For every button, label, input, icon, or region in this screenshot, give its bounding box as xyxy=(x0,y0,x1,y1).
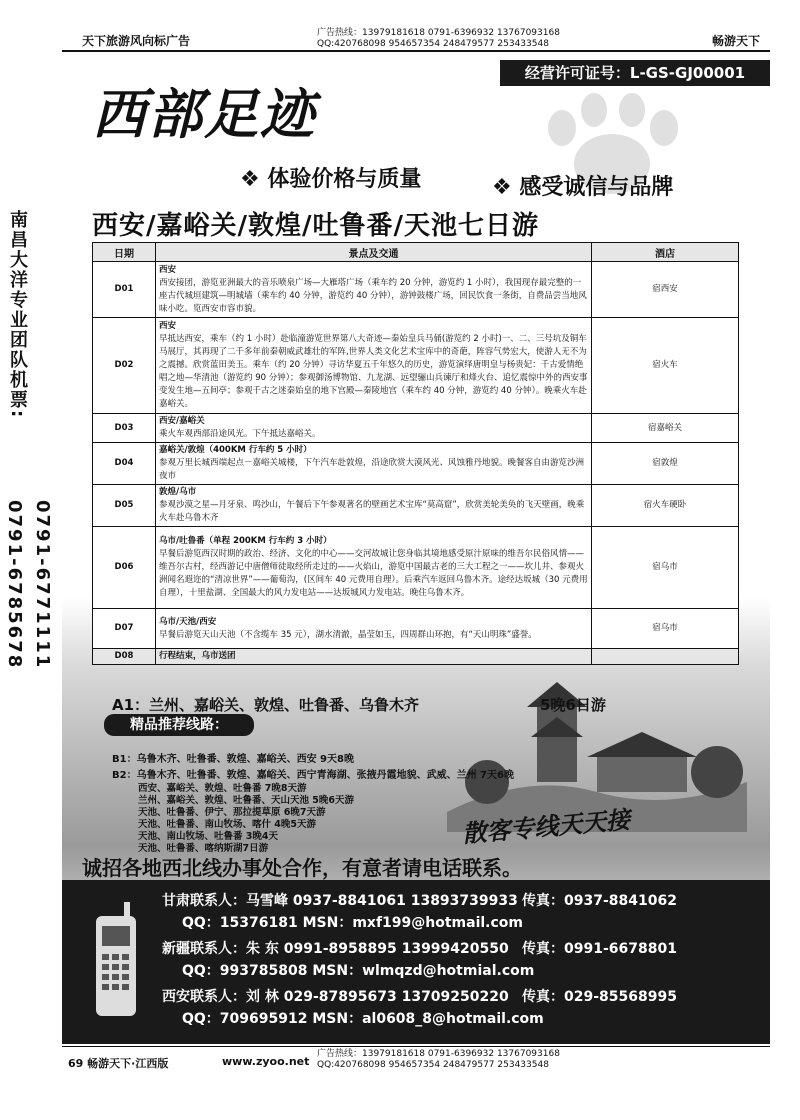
hotel-cell: 宿敦煌 xyxy=(592,443,739,485)
route-title: 西安/嘉峪关/敦煌/吐鲁番/天池七日游 xyxy=(92,211,539,241)
place-name: 嘉峪关/敦煌（400KM 行车约 5 小时） xyxy=(159,445,312,455)
day-cell: D04 xyxy=(93,443,156,485)
travel-advertisement xyxy=(62,52,770,1044)
footer-hotline xyxy=(317,1049,560,1071)
place-name: 西安/嘉峪关 xyxy=(159,416,205,426)
attractions-cell: 行程结束，乌市送团 xyxy=(156,649,592,665)
place-name: 乌市/吐鲁番（单程 200KM 行车约 3 小时） xyxy=(159,536,332,546)
contact-fax: 传真：029-85568995 xyxy=(522,989,677,1005)
side-text-agency: 南昌大洋专业团队机票: xyxy=(7,210,28,420)
attractions-cell xyxy=(156,414,592,443)
route-c-item: 兰州、嘉峪关、敦煌、吐鲁番、天山天池 5晚6天游 xyxy=(138,795,355,806)
contact-phones: 新疆联系人：朱 东 0991-8958895 13999420550 xyxy=(162,941,509,957)
col-hotel: 酒店 xyxy=(592,243,739,262)
hotel-cell: 宿火车硬卧 xyxy=(592,485,739,527)
contacts-panel xyxy=(62,880,770,1044)
place-detail: 西安接团，游览亚洲最大的音乐喷泉广场—大雁塔广场（乘车约 20 分钟，游览约 1 小时），我国现存最完整的一座古代城垣建筑—明城墙（乘车约 40 分钟，游览约 40 分钟），游钟鼓楼广场，回民饮食一条街，自费品尝当地风味小吃。览西安市容市貌。 xyxy=(159,277,587,314)
itinerary-row xyxy=(93,414,739,443)
website-link[interactable]: www.zyoo.net xyxy=(222,1055,310,1068)
day-cell: D08 xyxy=(93,649,156,665)
itinerary-row xyxy=(93,262,739,318)
contact-fax: 传真：0991-6678801 xyxy=(522,941,677,957)
contact-fax: 传真：0937-8841062 xyxy=(522,893,677,909)
mobile-phone-icon xyxy=(90,902,146,1022)
day-cell: D02 xyxy=(93,318,156,414)
attractions-cell xyxy=(156,609,592,649)
itinerary-row xyxy=(93,485,739,527)
header-section-label: 天下旅游风向标广告 xyxy=(82,34,191,48)
side-phone-1 xyxy=(0,500,28,1120)
side-phone-number: 0791-6771111 xyxy=(32,500,53,670)
col-day: 日期 xyxy=(93,243,156,262)
hotel-cell: 宿嘉峪关 xyxy=(592,414,739,443)
contact-xinjiang-online: QQ：993785808 MSN：wlmqzd@hotmial.com xyxy=(182,963,535,979)
route-c-item: 天池、吐鲁番、南山牧场、喀什 4晚5天游 xyxy=(138,819,317,830)
recruitment-notice: 诚招各地西北线办事处合作，有意者请电话联系。 xyxy=(82,856,522,880)
slogan-quality: ❖ 体验价格与质量 xyxy=(240,167,422,192)
itinerary-row xyxy=(93,318,739,414)
attractions-cell xyxy=(156,527,592,609)
recommend-badge: 精品推荐线路： xyxy=(104,714,254,736)
attractions-cell xyxy=(156,318,592,414)
page-footer xyxy=(62,1046,770,1075)
contact-phones: 西安联系人：刘 林 029-87895673 13709250220 xyxy=(162,989,509,1005)
day-cell: D05 xyxy=(93,485,156,527)
route-c-item: 天池、吐鲁番、伊宁、那拉提草原 6晚7天游 xyxy=(138,807,326,818)
route-c-item: 天池、吐鲁番、喀纳斯湖7日游 xyxy=(138,843,269,854)
brand-logo: 西部足迹 xyxy=(92,82,316,146)
footer-hotline-qq: QQ:420768098 954657354 248479577 253433548 xyxy=(317,1060,549,1070)
itinerary-header-row xyxy=(93,243,739,262)
hotel-cell: 宿乌市 xyxy=(592,527,739,609)
attractions-cell xyxy=(156,485,592,527)
place-detail: 乘火车观西部沿途风光。下午抵达嘉峪关。 xyxy=(159,429,321,439)
page-header xyxy=(62,28,770,52)
header-hotline xyxy=(317,28,560,50)
hotel-cell: 宿西安 xyxy=(592,262,739,318)
place-name: 西安 xyxy=(159,264,177,275)
daily-departure-motto: 散客专线天天接 xyxy=(461,805,632,849)
slogan-brand: ❖ 感受诚信与品牌 xyxy=(492,175,674,200)
day-cell: D07 xyxy=(93,609,156,649)
header-magazine-name: 畅游天下 xyxy=(711,34,760,48)
attractions-cell xyxy=(156,443,592,485)
place-name: 敦煌/乌市 xyxy=(159,487,197,497)
contact-gansu xyxy=(162,890,677,910)
contact-xinjiang xyxy=(162,938,677,958)
place-name: 西安 xyxy=(159,321,177,331)
itinerary-table xyxy=(92,242,739,665)
day-cell: D06 xyxy=(93,527,156,609)
hotel-cell: 宿火车 xyxy=(592,318,739,414)
side-phone-number: 0791-6785678 xyxy=(4,500,25,670)
page-number: 69 畅游天下·江西版 xyxy=(68,1057,169,1070)
itinerary-row xyxy=(93,609,739,649)
contact-xian xyxy=(162,986,677,1006)
contact-xian-online: QQ：709695912 MSN：al0608_8@hotmail.com xyxy=(182,1011,544,1027)
place-detail: 参观万里长城西端起点－嘉峪关城楼，下午汽车赴敦煌，沿途欣赏大漠风光、风蚀雅丹地貌。晚餐客自由游览沙洲夜市 xyxy=(159,458,585,481)
itinerary-row xyxy=(93,443,739,485)
place-detail: 早餐后游览西汉时期的政治、经济、文化的中心——交河故城让您身临其境地感受原汁原味的维吾尔民俗风情——维吾尔古村，经西游记中唐僧师徒取经所走过的——火焰山，游览中国最古老的三大工程之一——坎儿井、参观火洲闻名遐迩的“清凉世界”——葡萄沟，(区间车 40 元费用自理）。后乘汽车返回乌鲁木齐。途经达坂城（30 元费用自理），十里盐湖、全国最大的风力发电站——达坂城风力发电站。晚住乌鲁木齐。 xyxy=(159,549,588,598)
day-cell: D01 xyxy=(93,262,156,318)
hotel-cell: 宿乌市 xyxy=(592,609,739,649)
day-cell: D03 xyxy=(93,414,156,443)
side-phone-2 xyxy=(28,500,56,1120)
place-detail: 早抵达西安，乘车（约 1 小时）赴临潼游览世界第八大奇迹—秦始皇兵马俑(游览约 2 小时)一、二、三号坑及铜车马展厅，其再现了二千多年前秦朝威武雄壮的军阵,世界人类文化艺术宝库中的奇葩，阵容气势宏大，使游人无不为之震撼。欣赏蓝田美玉。乘车（约 20 分钟）寻访华夏五千年悠久的历史，游览演绎唐明皇与杨贵妃：千古爱情绝唱之地—华清池（游览约 90 分钟）；参观御汤博物馆、九龙湖、远望骊山兵谏厅和烽火台、追忆震惊中外的西安事变发生地—五间亭；参观千古之迷秦始皇的地下宫殿—秦陵地宫（乘车约 40 分钟，游览约 40 分钟）。晚乘火车赴嘉峪关。 xyxy=(159,334,588,409)
place-detail: 参观沙漠之星—月牙泉、鸣沙山，午餐后下午参观著名的壁画艺术宝库“莫高窟”，欣赏美轮美奂的飞天壁画，晚乘火车赴乌鲁木齐 xyxy=(159,500,585,523)
footer-hotline-phones: 广告热线：13979181618 0791-6396932 13767093168 xyxy=(317,1049,560,1059)
itinerary-row xyxy=(93,527,739,609)
route-b2: B2：乌鲁木齐、吐鲁番、敦煌、嘉峪关、西宁青海湖、张掖丹霞地貌、武威、兰州 7天6晚 xyxy=(112,770,514,781)
col-attractions: 景点及交通 xyxy=(156,243,592,262)
header-hotline-phones: 广告热线：13979181618 0791-6396932 13767093168 xyxy=(317,28,560,38)
route-b1: B1：乌鲁木齐、吐鲁番、敦煌、嘉峪关、西安 9天8晚 xyxy=(112,754,354,765)
contact-phones: 甘肃联系人：马雪峰 0937-8841061 13893739933 xyxy=(162,893,518,909)
license-number: 经营许可证号：L-GS-GJ00001 xyxy=(500,60,770,86)
attractions-cell xyxy=(156,262,592,318)
header-hotline-qq: QQ:420768098 954657354 248479577 253433548 xyxy=(317,39,549,49)
contact-gansu-online: QQ：15376181 MSN：mxf199@hotmail.com xyxy=(182,915,524,931)
route-c-item: 西安、嘉峪关、敦煌、吐鲁番 7晚8天游 xyxy=(138,783,307,794)
route-c-item: 天池、南山牧场、吐鲁番 3晚4天 xyxy=(138,831,279,842)
place-detail: 早餐后游览天山天池（不含缆车 35 元），湖水清澈，晶莹如玉，四周群山环抱，有“天山明珠”盛誉。 xyxy=(159,629,537,640)
place-name: 乌市/天池/西安 xyxy=(159,616,217,627)
route-a1-duration: 5晚6日游 xyxy=(540,696,606,714)
route-a1: A1：兰州、嘉峪关、敦煌、吐鲁番、乌鲁木齐 xyxy=(112,696,420,714)
